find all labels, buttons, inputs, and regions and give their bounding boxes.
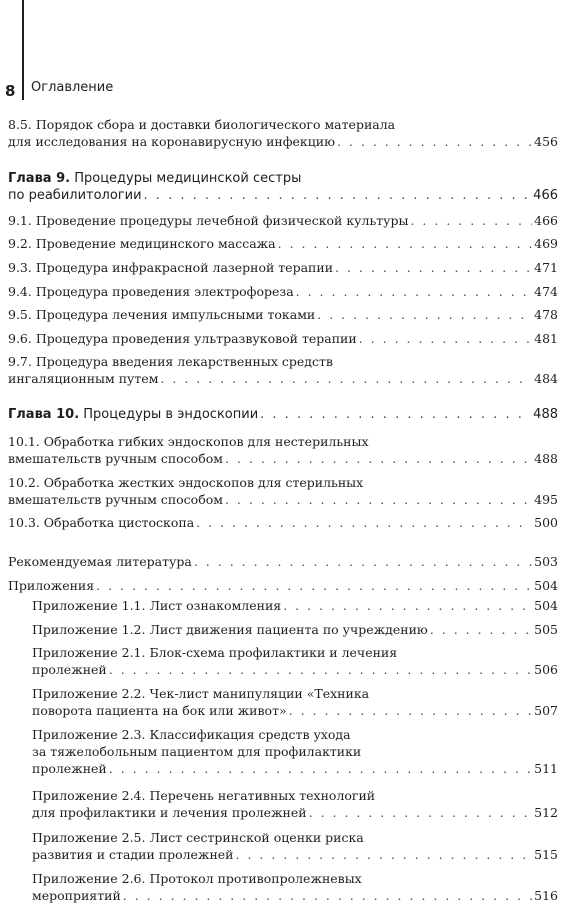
toc-entry-title: для профилактики и лечения пролежней (32, 805, 307, 820)
toc-entry[interactable] (32, 870, 558, 904)
toc-page-number: 488 (534, 451, 558, 466)
dot-leader (144, 187, 532, 204)
dot-leader (289, 702, 533, 719)
toc-page-number: 456 (534, 134, 558, 149)
toc-page-number: 504 (534, 598, 558, 613)
toc-page-number: 504 (534, 578, 558, 593)
dot-leader (123, 887, 532, 904)
toc-page-number: 474 (534, 284, 558, 299)
toc-page-number: 481 (534, 331, 558, 346)
dot-leader (109, 760, 532, 777)
toc-entry-title: 10.2. Обработка жестких эндоскопов для стерильных (8, 475, 364, 490)
toc-entry-title: Рекомендуемая литература (8, 554, 192, 569)
toc-entry-title: поворота пациента на бок или живот» (32, 703, 287, 718)
margin-rule (22, 0, 24, 100)
toc-entry[interactable] (8, 116, 558, 150)
toc-page-number: 466 (534, 213, 558, 228)
dot-leader (196, 514, 532, 531)
toc-page-number: 469 (534, 236, 558, 251)
toc-entry-title: 9.2. Проведение медицинского массажа (8, 236, 276, 251)
toc-entry[interactable] (32, 621, 558, 638)
chapter-label: Глава 10. (8, 407, 80, 422)
toc-entry-title: Приложения (8, 578, 95, 593)
toc-entry-title: Приложение 1.2. Лист движения пациента по учреждению (32, 622, 428, 637)
toc-entry-title: вмешательств ручным способом (8, 451, 223, 466)
toc-entry[interactable] (32, 726, 558, 777)
toc-entry-title: развития и стадии пролежней (32, 847, 234, 862)
toc-entry-title: пролежней (32, 761, 107, 776)
toc-entry[interactable] (8, 353, 558, 387)
toc-entry-title: Глава 9. Процедуры медицинской сестры (8, 171, 302, 186)
dot-leader (337, 133, 532, 150)
chapter-label: Глава 9. (8, 171, 71, 186)
dot-leader (283, 597, 532, 614)
toc-entry[interactable] (32, 644, 558, 678)
dot-leader (225, 491, 532, 508)
dot-leader (430, 621, 532, 638)
toc-entry-title: Приложение 2.4. Перечень негативных технологий (32, 788, 376, 803)
dot-leader (160, 370, 532, 387)
toc-entry-title: Глава 10. Процедуры в эндоскопии (8, 407, 259, 422)
toc-entry[interactable] (8, 170, 558, 204)
dot-leader (236, 846, 533, 863)
toc-page-number: 466 (533, 188, 558, 203)
toc-entry-title: ингаляционным путем (8, 371, 159, 386)
toc-entry[interactable] (32, 829, 558, 863)
toc-page-number: 512 (534, 805, 558, 820)
toc-page-number: 484 (534, 371, 558, 386)
running-header: Оглавление (31, 80, 114, 95)
toc-page-number: 506 (534, 662, 558, 677)
dot-leader (278, 235, 533, 252)
dot-leader (260, 406, 531, 423)
toc-page-number: 507 (534, 703, 558, 718)
toc-entry-title: 10.3. Обработка цистоскопа (8, 515, 195, 530)
dot-leader (317, 306, 532, 323)
toc-entry-title: Приложение 2.1. Блок-схема профилактики и лечения (32, 645, 398, 660)
toc-entry[interactable] (32, 787, 558, 821)
toc-entry-title: мероприятий (32, 888, 121, 903)
toc-entry-title: 9.1. Проведение процедуры лечебной физической культуры (8, 213, 409, 228)
toc-entry-title: Приложение 2.2. Чек-лист манипуляции «Техника (32, 686, 370, 701)
toc-page-number: 478 (534, 307, 558, 322)
dot-leader (309, 804, 533, 821)
toc-entry-title: Приложение 2.5. Лист сестринской оценки риска (32, 830, 364, 845)
toc-entry-title: по реабилитологии (8, 188, 142, 203)
toc-entry-title: Приложение 1.1. Лист ознакомления (32, 598, 282, 613)
toc-entry-title: пролежней (32, 662, 107, 677)
toc-entry[interactable] (8, 577, 558, 594)
toc-entry[interactable] (8, 406, 558, 423)
toc-entry-title: 8.5. Порядок сбора и доставки биологического материала (8, 117, 396, 132)
toc-entry[interactable] (8, 235, 558, 252)
toc-entry[interactable] (8, 330, 558, 347)
toc-entry[interactable] (8, 433, 558, 467)
toc-entry[interactable] (32, 685, 558, 719)
toc-entry-title: 9.3. Процедура инфракрасной лазерной терапии (8, 260, 334, 275)
toc-page-number: 511 (534, 761, 558, 776)
dot-leader (335, 259, 532, 276)
toc-entry-title: 9.7. Процедура введения лекарственных средств (8, 354, 333, 369)
toc-page-number: 505 (534, 622, 558, 637)
toc-entry[interactable] (8, 212, 558, 229)
toc-page-number: 503 (534, 554, 558, 569)
dot-leader (96, 577, 532, 594)
toc-entry[interactable] (8, 259, 558, 276)
toc-page-number: 495 (534, 492, 558, 507)
toc-entry[interactable] (8, 514, 558, 531)
toc-page-number: 516 (534, 888, 558, 903)
dot-leader (194, 553, 532, 570)
toc-entry[interactable] (32, 597, 558, 614)
toc-entry[interactable] (8, 553, 558, 570)
toc-entry-title: вмешательств ручным способом (8, 492, 223, 507)
toc-page-number: 471 (534, 260, 558, 275)
toc-page-number: 500 (534, 515, 558, 530)
toc-entry-title: 9.6. Процедура проведения ультразвуковой терапии (8, 331, 357, 346)
toc-page-number: 515 (534, 847, 558, 862)
dot-leader (225, 450, 532, 467)
toc-entry-title: 9.4. Процедура проведения электрофореза (8, 284, 294, 299)
dot-leader (359, 330, 532, 347)
page-number: 8 (5, 82, 16, 100)
toc-entry[interactable] (8, 474, 558, 508)
toc-entry[interactable] (8, 283, 558, 300)
dot-leader (109, 661, 532, 678)
dot-leader (410, 212, 532, 229)
dot-leader (296, 283, 532, 300)
toc-entry-title: за тяжелобольным пациентом для профилактики (32, 744, 362, 759)
toc-entry-title: 9.5. Процедура лечения импульсными токами (8, 307, 316, 322)
toc-entry[interactable] (8, 306, 558, 323)
toc-entry-title: Приложение 2.6. Протокол противопролежневых (32, 871, 362, 886)
toc-page-number: 488 (533, 407, 558, 422)
toc-entry-title: Приложение 2.3. Классификация средств ухода (32, 727, 351, 742)
toc-entry-title: для исследования на коронавирусную инфекцию (8, 134, 335, 149)
toc-entry-title: 10.1. Обработка гибких эндоскопов для нестерильных (8, 434, 369, 449)
